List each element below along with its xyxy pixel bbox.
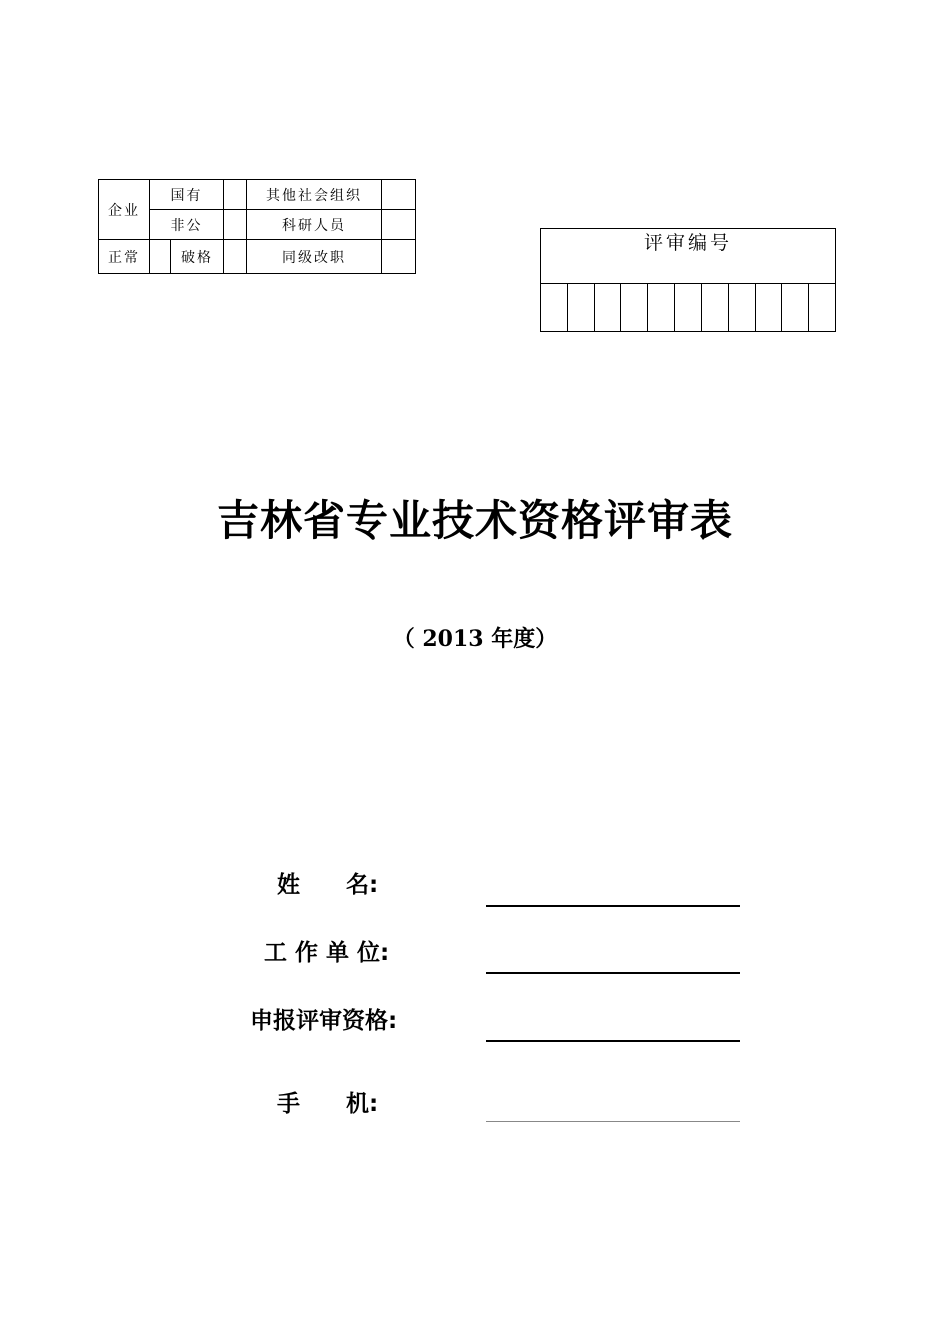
other-org-label: 其他社会组织 [247,180,382,210]
review-number-digit-cell[interactable] [702,284,729,331]
same-level-label: 同级改职 [247,240,382,274]
review-number-digit-cell[interactable] [541,284,568,331]
non-public-checkbox[interactable] [224,210,247,240]
mobile-field[interactable] [486,1121,740,1122]
researcher-label: 科研人员 [247,210,382,240]
review-number-digit-cell[interactable] [595,284,622,331]
qualification-label: 申报评审资格: [250,1008,398,1034]
review-number-digit-cell[interactable] [675,284,702,331]
review-number-digit-cell[interactable] [809,284,835,331]
page-title: 吉林省专业技术资格评审表 [216,496,733,545]
review-number-digit-cell[interactable] [729,284,756,331]
work-unit-label: 工 作 单 位: [264,940,390,966]
qualification-field[interactable] [486,1040,740,1042]
name-label: 姓 名: [277,872,379,898]
review-number-digit-cell[interactable] [782,284,809,331]
category-table [98,179,416,274]
same-level-checkbox[interactable] [382,240,416,274]
review-number-cells [541,284,835,331]
state-owned-checkbox[interactable] [224,180,247,210]
mobile-label: 手 机: [277,1091,379,1117]
normal-label: 正常 [99,240,150,274]
work-unit-field[interactable] [486,972,740,974]
non-public-label: 非公 [150,210,224,240]
name-field[interactable] [486,905,740,907]
exceptional-label: 破格 [171,240,224,274]
normal-checkbox[interactable] [150,240,171,274]
review-number-box [540,228,836,332]
review-number-digit-cell[interactable] [648,284,675,331]
review-number-digit-cell[interactable] [621,284,648,331]
exceptional-checkbox[interactable] [224,240,247,274]
other-org-checkbox[interactable] [382,180,416,210]
researcher-checkbox[interactable] [382,210,416,240]
enterprise-label: 企业 [99,180,150,240]
year-subtitle: （ 2013 年度） [392,626,558,652]
review-number-digit-cell[interactable] [756,284,783,331]
review-number-digit-cell[interactable] [568,284,595,331]
review-number-label: 评审编号 [541,229,835,284]
state-owned-label: 国有 [150,180,224,210]
